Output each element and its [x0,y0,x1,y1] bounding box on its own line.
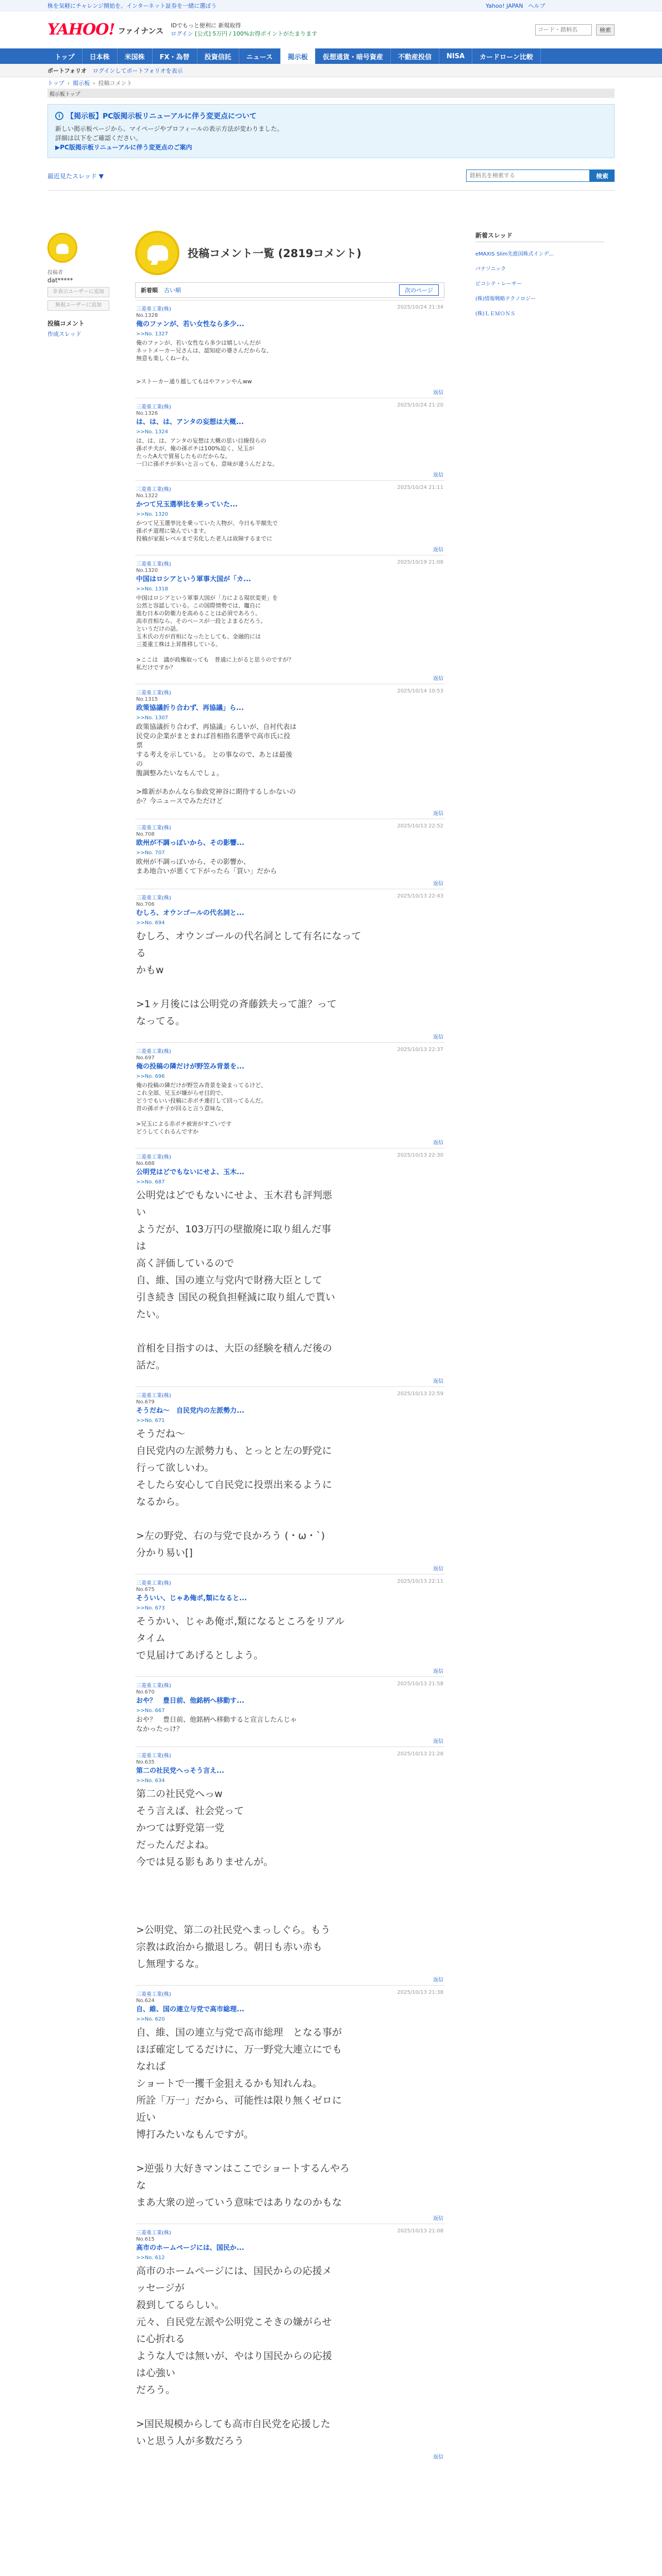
comment-item [135,398,444,480]
comment-text: 中国はロシアという軍事大国が「力による現状変更」を 公然と容認している。この国際情勢では、竈自に 進む日本の防衛力を高めることは必須であろう。 高市首相なら、そのペースが一段とよまるだろう。 というだけの話。 玉木氏の方が首相になったとしても、金融的には 三菱重工株は上昇推移している。 >ここは 議が政権取っても 普通に上がると思うのですが？ 私だけですか？ [136,595,294,671]
reply-link[interactable]: 返信 [433,2215,443,2222]
page-title: 投稿コメント一覧 (2819コメント) [188,247,361,260]
reply-to[interactable]: >>No. 673 [136,1605,165,1611]
stock-tag[interactable]: 三菱重工業(株) [136,1581,171,1586]
reply-to[interactable]: >>No. 694 [136,920,165,926]
comment-text: かつて兄玉選挙比を乗っていた人物が、今日も半額先で 孫ポチ道理に染んでいます。 投稿が家振レベルまで劣化した老人は故障するまでに [136,520,278,542]
comment-text: 自、維、国の連立与党で高市総理 となる事が ほぼ確定してるだけに、万一野党大連立にでも なれば ショートで一攫千金狙えるかも知れんね。 所詮「万一」だから、可能性は限り無くゼロに 近い 博打みたいなもんですが。 >逆張り大好きマンはここでショートするんやろ な まあ大衆の逆っていう意味ではありなのかもな [136,2027,350,2208]
comment-item [135,2224,444,2462]
reply-link[interactable]: 返信 [433,1566,443,1572]
reply-to[interactable]: >>No. 1327 [136,331,168,337]
poster-name: dat***** [47,277,73,284]
comment-headline[interactable]: 政策協議折り合わず、再協議」ら... [136,704,244,712]
quote-search-input[interactable] [535,24,592,36]
yahoo-japan-link[interactable]: Yahoo! JAPAN [486,2,523,9]
sort-bar [135,282,444,298]
stock-tag[interactable]: 三菱重工業(株) [136,1155,171,1160]
stock-tag[interactable]: 三菱重工業(株) [136,1992,171,1997]
portfolio-login-link[interactable]: ログインしてポートフォリオを表示 [93,67,183,74]
reply-link[interactable]: 返信 [433,472,443,478]
comment-text: 政策協議折り合わず、再協議」らしいが、自衬代表は 民党の企業がまとまれば首相指名選挙で高市氏に投 票 する考えを示している。 との事なので、あとは最後 の 腹調整みたいなもんでしょ。 >維新があかんなら参政党神谷に期待するしかないの か？今ニュースでみただけど [136,723,296,805]
comment-list [135,231,444,2462]
comment-text: 欧州が不調っぽいから、その影響か、 まあ地合いが悪くて下がったら「買い」だから [136,858,277,875]
comment-number: No.679 [136,1399,155,1405]
user-icon [135,231,179,275]
comment-number: No.697 [136,1055,155,1061]
comment-date: 2025/10/19 21:08 [397,560,443,565]
comment-date: 2025/10/24 21:34 [397,304,443,310]
nav-item[interactable]: 米国株 [118,48,153,64]
nav-item[interactable]: FX・為替 [153,48,197,64]
comment-date: 2025/10/13 21:08 [397,2228,443,2234]
reply-to[interactable]: >>No. 1324 [136,429,168,435]
reply-link[interactable]: 返信 [433,1378,443,1384]
reply-to[interactable]: >>No. 667 [136,1708,165,1714]
reply-link[interactable]: 返信 [433,1738,443,1744]
reply-link[interactable]: 返信 [433,1034,443,1040]
comment-date: 2025/10/24 21:20 [397,402,443,408]
comment-item [135,684,444,819]
nav-item[interactable]: 不動産投信 [391,48,439,64]
left-sidebar [47,231,125,2462]
comment-headline[interactable]: 俺の投稿の隣だけが野笠み背景を... [136,1063,244,1071]
comment-item [135,1042,444,1148]
comment-item [135,889,444,1042]
reply-to[interactable]: >>No. 1320 [136,512,168,517]
comment-number: No.1322 [136,493,158,499]
reply-to[interactable]: >>No. 612 [136,2255,165,2261]
comment-item [135,1148,444,1386]
reply-link[interactable]: 返信 [433,389,443,396]
comment-date: 2025/10/13 21:28 [397,1751,443,1757]
comment-number: No.706 [136,902,155,907]
alert-title: 【掲示板】PC版掲示板リニューアルに伴う変更点について [67,112,257,121]
comment-date: 2025/10/13 22:52 [397,823,443,829]
renewal-alert [47,104,615,158]
comment-item [135,819,444,889]
yahoo-finance-logo[interactable] [47,22,163,38]
reply-link[interactable]: 返信 [433,2454,443,2460]
comment-number: No.670 [136,1689,155,1695]
quote-search-button[interactable]: 検索 [596,24,615,36]
id-notice: IDでもっと便利に 新規取得 [171,22,241,29]
promo-link[interactable]: 株を気軽にチャレンジ開始を。インターネット証券を一緒に選ぼう [47,3,217,9]
stock-tag[interactable]: 三菱重工業(株) [136,1049,171,1055]
comment-headline[interactable]: そういい、じゃあ俺ポ,類になると... [136,1595,247,1602]
comment-date: 2025/10/13 21:38 [397,1990,443,1995]
comment-item [135,480,444,555]
comment-date: 2025/10/24 21:11 [397,485,443,490]
comment-number: No.1328 [136,313,158,318]
alert-body-2: 詳細は以下をご確認ください。 [55,134,142,142]
header [0,11,662,48]
comment-number: No.615 [136,2236,155,2242]
sort-oldest[interactable]: 古い順 [164,287,181,294]
comment-number: No.708 [136,832,155,837]
info-icon: i [55,112,63,120]
stock-tag[interactable]: 三菱重工業(株) [136,404,171,410]
alert-body-1: 新しい掲示板ページから、マイページやプロフィールの表示方法が変わりました。 [55,125,284,132]
comment-headline[interactable]: かつて兄玉選挙比を乗っていた... [136,501,238,509]
login-notice [171,22,317,38]
comment-number: No.1320 [136,568,158,573]
reply-to[interactable]: >>No. 634 [136,1778,165,1784]
comment-number: No.624 [136,1998,155,2004]
comment-number: No.635 [136,1759,155,1765]
reply-link[interactable]: 返信 [433,880,443,887]
promo-bar [0,0,662,11]
comment-date: 2025/10/13 22:11 [397,1579,443,1584]
comment-headline[interactable]: 第二の社民党へっそう言え... [136,1767,224,1775]
comment-headline[interactable]: 高市のホームページには、国民か... [136,2244,244,2252]
board-top-tab[interactable]: 掲示板トップ [47,89,615,98]
comment-headline[interactable]: 自、維、国の連立与党で高市総理... [136,2006,244,2013]
reply-to[interactable]: >>No. 687 [136,1179,165,1185]
stock-tag[interactable]: 三菱重工業(株) [136,1753,171,1759]
new-threads-title: 新着スレッド [475,231,604,242]
comment-headline[interactable]: は、は、は、アンタの妄想は大概... [136,418,244,426]
new-thread-link[interactable]: (株)情報戦略テクノロジー [475,296,536,302]
posted-comments-nav[interactable]: 投稿コメント [47,320,85,327]
next-page-button[interactable]: 次のページ [399,284,439,296]
comment-date: 2025/10/13 22:37 [397,1047,443,1053]
reply-link[interactable]: 返信 [433,1140,443,1146]
comment-headline[interactable]: おや？ 豊日前、他銘柄へ移動す... [136,1697,244,1705]
new-thread-link[interactable]: ピコシテ・レーサー [475,281,522,287]
stock-tag[interactable]: 三菱重工業(株) [136,1393,171,1399]
recent-threads-dropdown[interactable]: 最近見たスレッド ▼ [47,172,104,180]
reply-to[interactable]: >>No. 696 [136,1074,165,1079]
reply-to[interactable]: >>No. 1307 [136,715,168,721]
nav-item[interactable]: NISA [439,48,472,64]
alert-link[interactable]: ▶PC版掲示板リニューアルに伴う変更点のご案内 [55,144,192,151]
comment-date: 2025/10/13 21:58 [397,1681,443,1687]
stock-tag[interactable]: 三菱重工業(株) [136,487,171,493]
comment-headline[interactable]: 俺のファンが、若い女性なら多少... [136,320,244,328]
comment-text: そうだね〜 自民党内の左派勢力も、とっとと左の野党に 行って欲しいわ。 そしたら安心して自民党に投票出来るように なるから。 >左の野党、右の与党で良かろう (・ω・`) 分かり易い[] [136,1428,333,1558]
reply-to[interactable]: >>No. 1318 [136,586,168,592]
reply-to[interactable]: >>No. 671 [136,1418,165,1423]
comment-text: 俺の投稿の隣だけが野笠み背景を染まってるけど、 これ全部、兄玉が嫌がらせ目的で、 どうでもいい投稿に赤ポチ連打して回ってるんだ。 昔の孫ポチ子が回ると言う意味な、 >兄玉による赤ポチ被害がすごいです どうしてくれるんですか [136,1082,267,1135]
stock-tag[interactable]: 三菱重工業(株) [136,2230,171,2236]
point-notice: [公式] 5万円 / 100%お得ポイントがたまります [195,30,318,37]
reply-link[interactable]: 返信 [433,1668,443,1674]
poster-label: 投稿者 [47,270,63,276]
comment-date: 2025/10/13 22:30 [397,1153,443,1158]
stock-tag[interactable]: 三菱重工業(株) [136,825,171,831]
nav-item[interactable]: トップ [47,48,82,64]
ignore-user-button[interactable]: 無視ユーザーに追加 [47,300,109,311]
nav-item[interactable]: 仮想通貨・暗号資産 [316,48,391,64]
comment-headline[interactable]: むしろ、オウンゴールの代名詞と... [136,909,244,917]
comment-item [135,1985,444,2224]
nav-item[interactable]: 投資信託 [197,48,239,64]
stock-tag[interactable]: 三菱重工業(株) [136,1683,171,1689]
comment-headline[interactable]: そうだね〜 自民党内の左派勢力... [136,1407,244,1415]
comment-item [135,555,444,684]
comment-headline[interactable]: 中国はロシアという軍事大国が「カ... [136,575,251,583]
comment-text: むしろ、オウンゴールの代名詞として有名になって る かもw >1ヶ月後には公明党の斉藤鉄夫って誰？って なってる。 [136,930,361,1027]
created-threads-nav[interactable]: 作成スレッド [47,331,81,337]
reply-link[interactable]: 返信 [433,810,443,817]
logo-finance: ファイナンス [118,26,164,36]
comment-item [135,1747,444,1985]
comment-text: そうかい、じゃあ俺ポ,類になるところをリアル タイム で見届けてあげるとしよう。 [136,1616,345,1661]
comment-number: No.1315 [136,697,158,702]
sort-newest[interactable]: 新着順 [141,287,158,294]
comment-text: 公明党はどでもないにせよ、玉木君も評判悪 い ようだが、103万円の壁撤廃に取り組んだ事 は 高く評価しているので 自、維、国の連立与党内で財務大臣として 引き続き 国民の税負担軽減に取り組んで貰い たい。 首相を目指すのは、大臣の経験を積んだ後の 話だ。 [136,1190,336,1371]
new-thread-link[interactable]: パナソニック [475,266,506,272]
stock-tag[interactable]: 三菱重工業(株) [136,690,171,696]
comment-date: 2025/10/13 22:59 [397,1391,443,1397]
new-thread-link[interactable]: (株)ＬＥＭＯＮＳ [475,311,516,317]
comment-item [135,1386,444,1574]
portfolio-label: ポートフォリオ [47,67,87,74]
comment-text: 第二の社民党へっw そう言えば、社会党って かつては野党第一党 だったんだよね。 今では見る影もありませんが。 >公明党、第二の社民党へまっしぐら。もう 宗教は政治から撤退しろ。朝日も赤い赤も し無理するな。 [136,1788,330,1970]
nav-item[interactable]: 掲示板 [280,48,316,64]
stock-tag[interactable]: 三菱重工業(株) [136,307,171,312]
comment-item [135,300,444,398]
right-sidebar [475,231,604,2462]
comment-number: No.688 [136,1161,155,1166]
help-link[interactable]: ヘルプ [528,3,545,9]
comment-number: No.675 [136,1587,155,1592]
comment-date: 2025/10/14 10:53 [397,688,443,694]
hide-user-button[interactable]: 非表示ユーザーに追加 [47,287,109,297]
comment-headline[interactable]: 公明党はどでもないにせよ、玉木... [136,1168,244,1176]
nav-item[interactable]: ニュース [239,48,280,64]
reply-to[interactable]: >>No. 620 [136,2016,165,2022]
comment-item [135,1676,444,1747]
breadcrumb-board[interactable]: 掲示板 [73,80,90,87]
comment-item [135,1574,444,1676]
reply-link[interactable]: 返信 [433,675,443,682]
user-avatar [47,233,77,263]
comment-number: No.1326 [136,411,158,416]
reply-link[interactable]: 返信 [433,547,443,553]
global-nav [0,48,662,64]
portfolio-bar [0,64,662,77]
new-thread-link[interactable]: eMAXIS Slim先進国株式インデ... [475,251,554,257]
nav-item[interactable]: 日本株 [82,48,118,64]
breadcrumb: トップ › 掲示板 › 投稿コメント [47,79,133,87]
stock-tag[interactable]: 三菱重工業(株) [136,895,171,901]
reply-to[interactable]: >>No. 707 [136,850,165,856]
login-link[interactable]: ログイン [171,30,195,37]
comment-date: 2025/10/13 22:43 [397,893,443,899]
comment-text: 俺のファンが、若い女性なら多少は嬉しいんだが ネットメーカー兄さんは、認知症の婆さんだからな、 無意も楽しくねーわ。 >ストーカー通り越してもはやファンやんww [136,340,272,385]
comment-text: おや？ 豊日前、他銘柄へ移動すると宣言したんじゃ なかったっけ？ [136,1716,297,1733]
comment-text: 高市のホームページには、国民からの応援メ ッセージが 殺到してるらしい。 元々、自民党左派や公明党こそきの嫌がらせ に心折れる ような人では無いが、やはり国民からの応援 は心強い だろう。 >国民規模からしても高市自民党を応援した いと思う人が多数だろう [136,2265,333,2447]
reply-link[interactable]: 返信 [433,1977,443,1983]
nav-item[interactable]: カードローン比較 [472,48,541,64]
comment-text: は、は、は、アンタの妄想は大概の思い目線役らの 孫ポチ夫が、俺の孫ポチは100%迫く、兄玉が たったA大で貿易したものだからな。 一口に孫ポチが多いと言っても、意味が違うんだよな。 [136,437,278,467]
stock-tag[interactable]: 三菱重工業(株) [136,562,171,567]
comment-headline[interactable]: 欧州が不調っぽいから、その影響... [136,839,244,847]
board-search-input[interactable] [466,170,590,182]
board-search-button[interactable]: 検索 [590,170,615,182]
logo-yahoo: YAHOO! [47,21,115,39]
breadcrumb-current: 投稿コメント [98,80,133,87]
breadcrumb-top[interactable]: トップ [47,80,64,87]
